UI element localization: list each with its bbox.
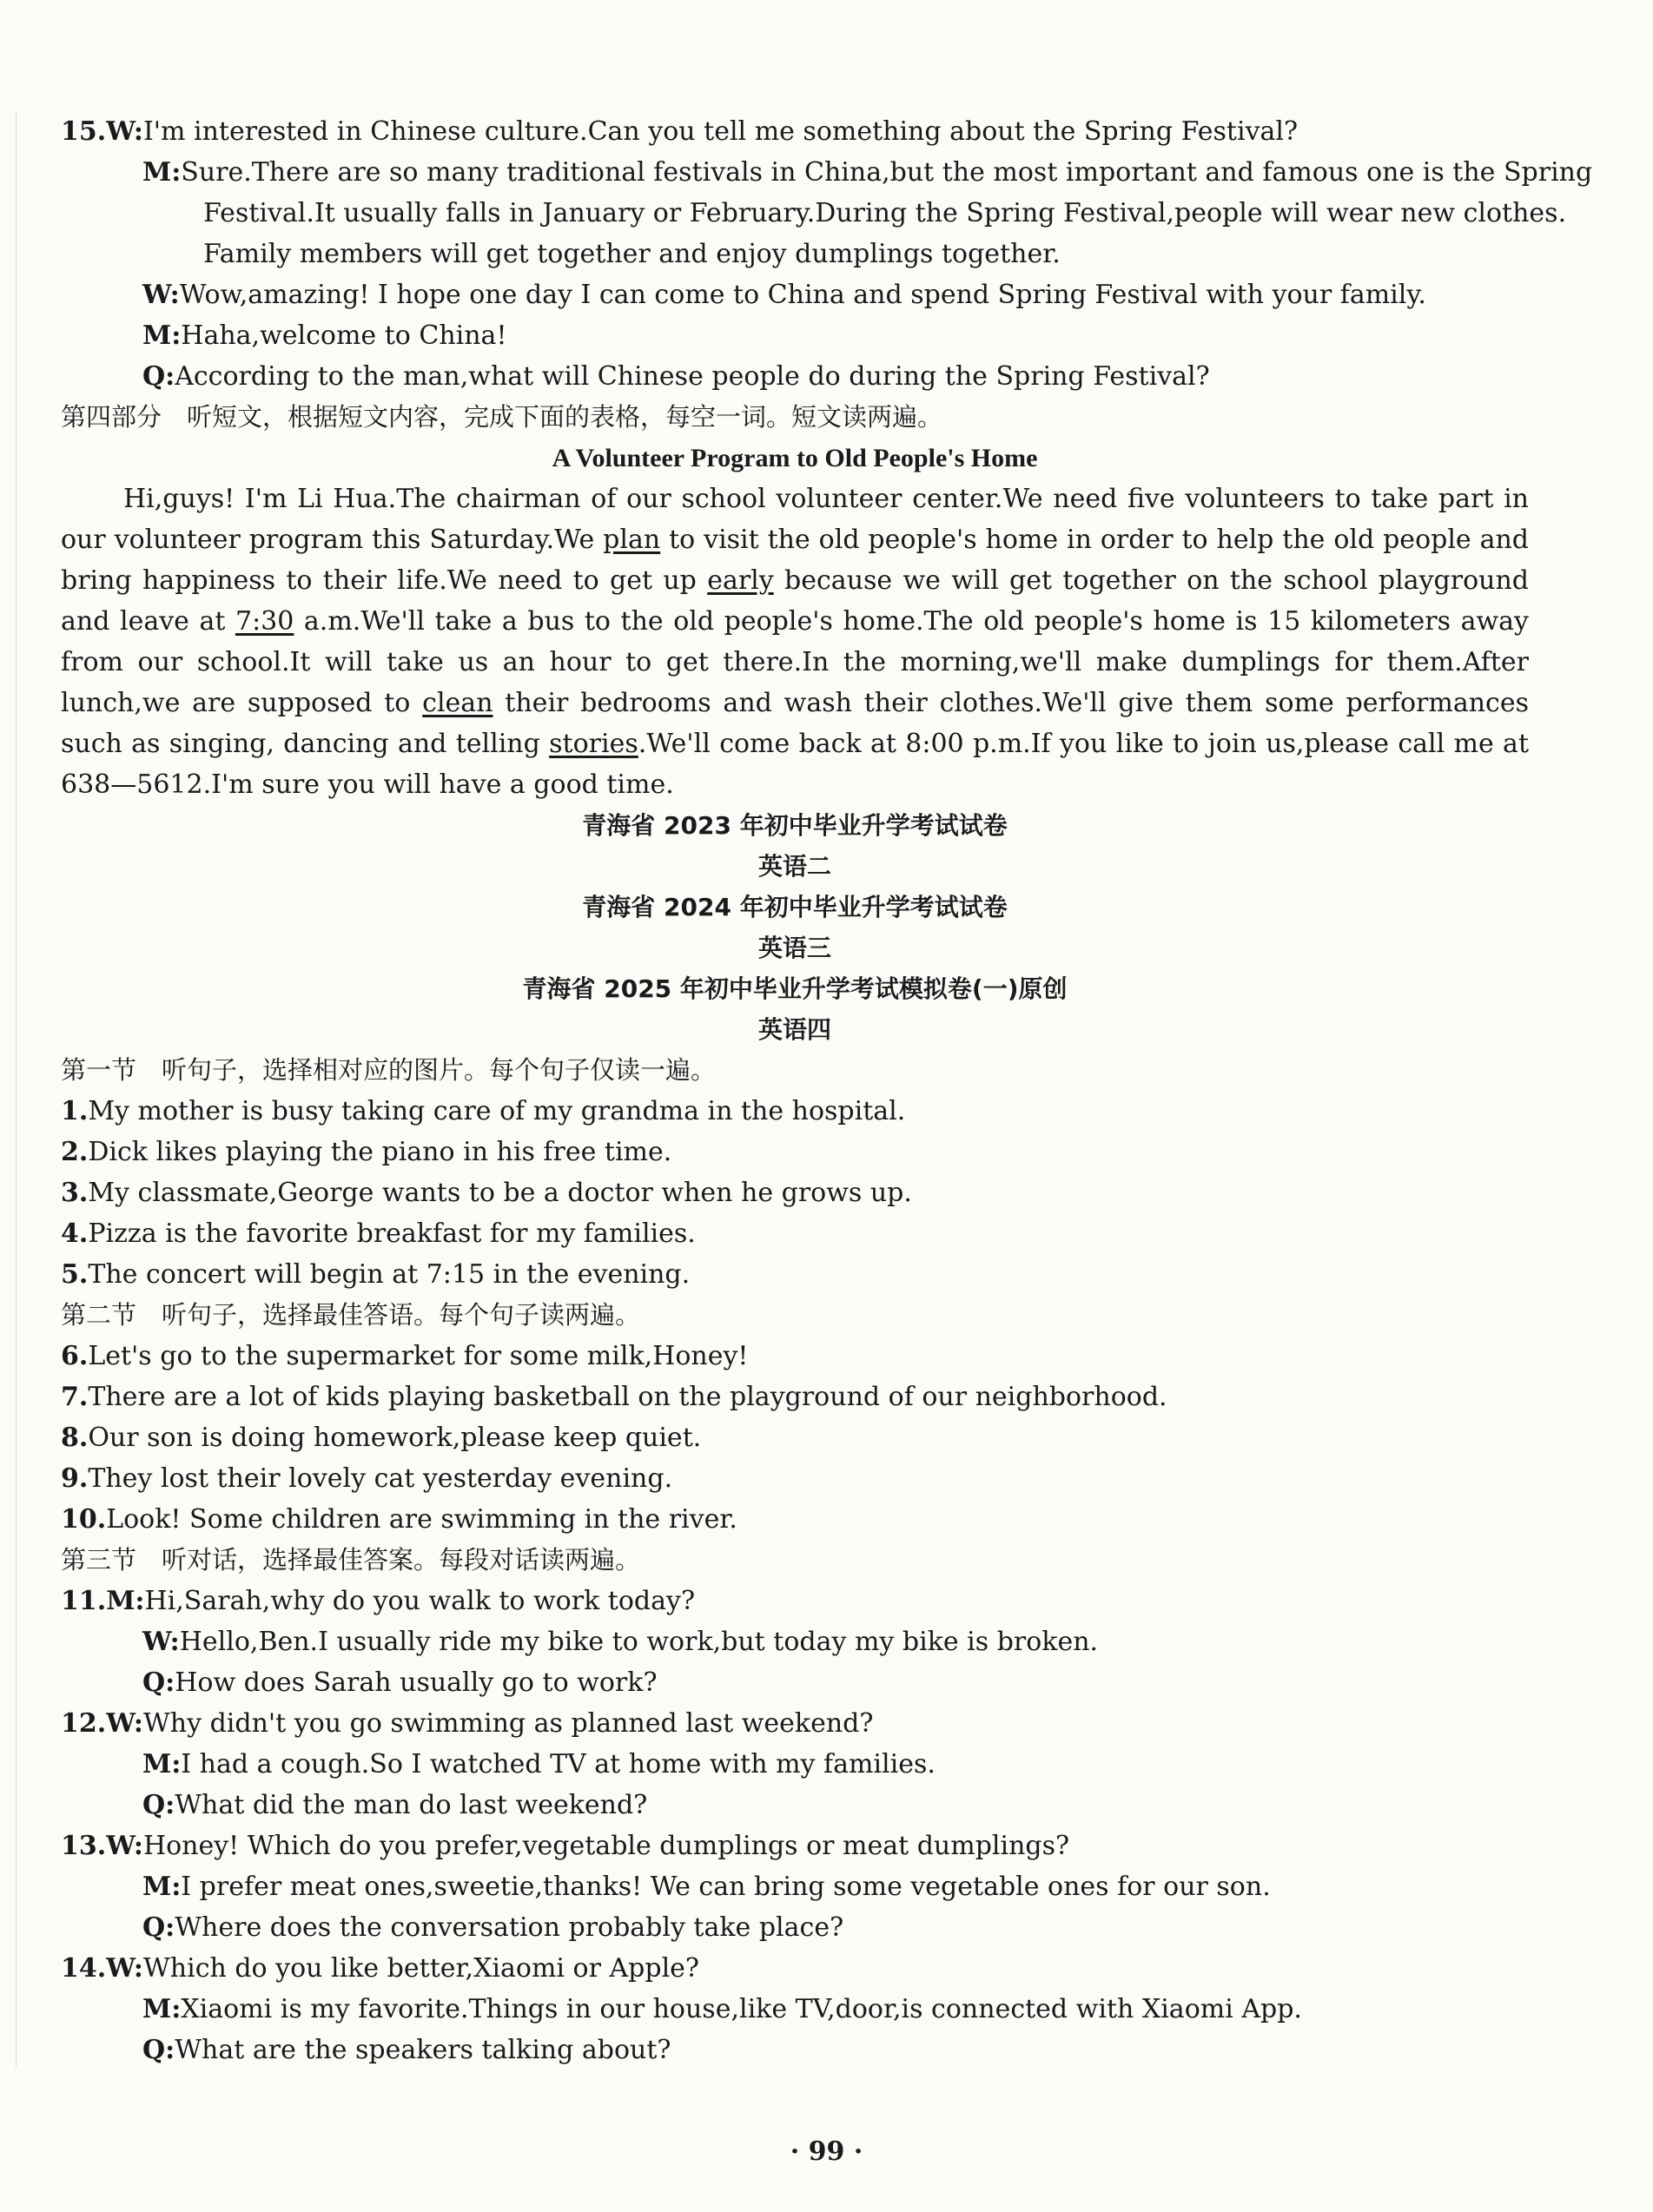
page-margin-line: [16, 113, 17, 2067]
speaker-label: Q:: [142, 361, 175, 392]
section2-list: [61, 1336, 1529, 1540]
sentence-text: Pizza is the favorite breakfast for my families.: [88, 1218, 696, 1249]
speaker-label: Q:: [142, 1912, 175, 1943]
question-number: 14.: [61, 1953, 107, 1984]
q15-line-w2: [61, 274, 1529, 315]
dialogue-text: Where does the conversation probably take place?: [175, 1912, 844, 1943]
question-number: 12.: [61, 1708, 107, 1739]
speaker-label: W:: [142, 280, 180, 310]
speaker-label: M:: [142, 1872, 182, 1902]
dialogue-text: Hello,Ben.I usually ride my bike to work,but today my bike is broken.: [179, 1627, 1099, 1657]
sentence-text: They lost their lovely cat yesterday evening.: [88, 1463, 673, 1494]
list-item: [61, 1213, 1529, 1254]
sentence-text: Look! Some children are swimming in the river.: [106, 1504, 737, 1535]
q15-line-m1b: [120, 193, 1567, 234]
question-number: 3.: [61, 1178, 89, 1208]
dialogue-text: Festival.It usually falls in January or February.During the Spring Festival,people will wear new clothes.: [203, 198, 1567, 228]
dialogue-13: [61, 1826, 1529, 1948]
sentence-text: My classmate,George wants to be a doctor when he grows up.: [88, 1178, 912, 1208]
list-item: [61, 1254, 1529, 1295]
dialogue-text: According to the man,what will Chinese people do during the Spring Festival?: [175, 361, 1210, 392]
answer-underline-plan: plan: [603, 525, 661, 555]
dialogue-text: What did the man do last weekend?: [175, 1790, 648, 1820]
sentence-text: Our son is doing homework,please keep quiet.: [88, 1423, 702, 1453]
question-number: 2.: [61, 1137, 89, 1167]
sentence-text: Let's go to the supermarket for some milk,Honey!: [88, 1341, 749, 1371]
speaker-label: Q:: [142, 2035, 175, 2065]
dialogue-line: [61, 1621, 1529, 1662]
dialogue-text: Which do you like better,Xiaomi or Apple?: [142, 1953, 700, 1984]
passage-text: to visit the old people's home in order to help the old people and bring happiness to their life.We need to get up: [61, 525, 1529, 596]
dialogue-line: [61, 1785, 1529, 1826]
answer-underline-time: 7:30: [235, 606, 294, 637]
dialogue-11: [61, 1581, 1529, 1703]
sentence-text: The concert will begin at 7:15 in the evening.: [88, 1259, 691, 1290]
sentence-text: Dick likes playing the piano in his free time.: [88, 1137, 672, 1167]
exam-subtitle-3: 英语三: [757, 934, 831, 962]
dialogue-line: [61, 1703, 1529, 1744]
speaker-label: W:: [106, 1831, 143, 1861]
dialogue-text: Family members will get together and enjoy dumplings together.: [203, 239, 1061, 269]
speaker-label: Q:: [142, 1667, 175, 1698]
question-number: 5.: [61, 1259, 89, 1290]
question-number: 10.: [61, 1504, 107, 1535]
dialogue-text: What are the speakers talking about?: [175, 2035, 671, 2065]
section3-heading: 第三节 听对话，选择最佳答案。每段对话读两遍。: [61, 1545, 641, 1575]
section1-list: [61, 1091, 1529, 1295]
speaker-label: W:: [142, 1627, 180, 1657]
dialogue-line: [61, 1744, 1529, 1785]
section1-heading: 第一节 听句子，选择相对应的图片。每个句子仅读一遍。: [61, 1055, 717, 1085]
passage-text: .We'll come back at 8:00 p.m.If you like to join us,please call me at 638—5612.I'm sure you will have a good time.: [61, 729, 1529, 800]
dialogue-line: [61, 1989, 1529, 2030]
question-number: 6.: [61, 1341, 89, 1371]
list-item: [61, 1499, 1529, 1540]
dialogue-text: I had a cough.So I watched TV at home with my families.: [181, 1749, 936, 1780]
answer-underline-early: early: [707, 565, 774, 596]
question-number: 9.: [61, 1463, 89, 1494]
page-number: · 99 ·: [790, 2136, 863, 2167]
exam-subtitle-2: 英语二: [757, 852, 831, 881]
answer-underline-clean: clean: [422, 688, 493, 718]
list-item: [61, 1377, 1529, 1417]
exam-title-2024: 青海省 2024 年初中毕业升学考试试卷: [582, 893, 1008, 921]
q15-line-w1: [61, 111, 1529, 152]
speaker-label: M:: [106, 1586, 145, 1616]
exam-subtitle-4: 英语四: [757, 1015, 831, 1044]
speaker-label: M:: [142, 320, 182, 351]
question-number: 11.: [61, 1586, 107, 1616]
q15-line-m1c: [61, 234, 1529, 274]
dialogue-line: [61, 1948, 1529, 1989]
q15-line-m2: [61, 315, 1529, 356]
dialogue-line: [61, 1662, 1529, 1703]
q15-line-q: [61, 356, 1529, 397]
list-item: [61, 1417, 1529, 1458]
dialogue-line: [61, 2030, 1529, 2070]
list-item: [61, 1336, 1529, 1377]
speaker-label: Q:: [142, 1790, 175, 1820]
speaker-label: M:: [142, 1749, 182, 1780]
exam-title-2025: 青海省 2025 年初中毕业升学考试模拟卷(一)原创: [522, 974, 1068, 1003]
dialogue-line: [61, 1826, 1529, 1866]
q15-line-m1: [61, 152, 1593, 193]
dialogue-text: Why didn't you go swimming as planned last weekend?: [142, 1708, 874, 1739]
dialogue-text: Wow,amazing! I hope one day I can come to China and spend Spring Festival with your family.: [179, 280, 1426, 310]
speaker-label: W:: [106, 116, 143, 147]
dialogue-text: Hi,Sarah,why do you walk to work today?: [144, 1586, 696, 1616]
passage-text: a.m.We'll take a bus to the old people's home.The old people's home is 15 kilometers away from our school.It will take us an hour to get there.In the morning,we'll make dumplings for them.After lunch,we are supposed to: [61, 606, 1529, 718]
question-number: 1.: [61, 1096, 89, 1126]
passage-paragraph: [61, 479, 1529, 805]
dialogue-text: I prefer meat ones,sweetie,thanks! We can bring some vegetable ones for our son.: [181, 1872, 1271, 1902]
answer-underline-stories: stories: [549, 729, 638, 759]
dialogue-line: [61, 1907, 1529, 1948]
exam-title-2023: 青海省 2023 年初中毕业升学考试试卷: [582, 811, 1008, 840]
question-number: 15.: [61, 116, 107, 147]
dialogue-text: How does Sarah usually go to work?: [175, 1667, 658, 1698]
list-item: [61, 1172, 1529, 1213]
page-content: [61, 111, 1593, 2070]
speaker-label: W:: [106, 1708, 143, 1739]
dialogue-text: Sure.There are so many traditional festivals in China,but the most important and famous one is the Spring: [181, 157, 1593, 188]
dialogue-14: [61, 1948, 1529, 2070]
speaker-label: M:: [142, 157, 182, 188]
dialogue-line: [61, 1866, 1529, 1907]
sentence-text: There are a lot of kids playing basketball on the playground of our neighborhood.: [88, 1382, 1167, 1412]
dialogue-line: [61, 1581, 1529, 1621]
dialogue-text: Xiaomi is my favorite.Things in our house,like TV,door,is connected with Xiaomi App.: [181, 1994, 1302, 2024]
list-item: [61, 1458, 1529, 1499]
dialogue-text: I'm interested in Chinese culture.Can you tell me something about the Spring Festival?: [142, 116, 1299, 147]
section2-heading: 第二节 听句子，选择最佳答语。每个句子读两遍。: [61, 1300, 641, 1330]
dialogue-text: Haha,welcome to China!: [181, 320, 507, 351]
dialogue-12: [61, 1703, 1529, 1826]
passage-text: Hi,guys! I'm Li Hua.The chairman of our school volunteer center.We need five volunteers to take part in our volunteer program this Saturday.We: [61, 484, 1529, 555]
passage-text: their bedrooms and wash their clothes.We'll give them some performances such as singing, dancing and telling: [61, 688, 1529, 759]
dialogue-text: Honey! Which do you prefer,vegetable dumplings or meat dumplings?: [142, 1831, 1070, 1861]
passage-title: A Volunteer Program to Old People's Home: [552, 444, 1038, 472]
sentence-text: My mother is busy taking care of my grandma in the hospital.: [88, 1096, 906, 1126]
speaker-label: M:: [142, 1994, 182, 2024]
speaker-label: W:: [106, 1953, 143, 1984]
list-item: [61, 1132, 1529, 1172]
question-number: 13.: [61, 1831, 107, 1861]
question-number: 4.: [61, 1218, 89, 1249]
question-number: 8.: [61, 1423, 89, 1453]
list-item: [61, 1091, 1529, 1132]
passage-text: because we will get together on the school playground and leave at: [61, 565, 1529, 637]
part4-heading: 第四部分 听短文，根据短文内容，完成下面的表格，每空一词。短文读两遍。: [61, 402, 943, 432]
question-number: 7.: [61, 1382, 89, 1412]
